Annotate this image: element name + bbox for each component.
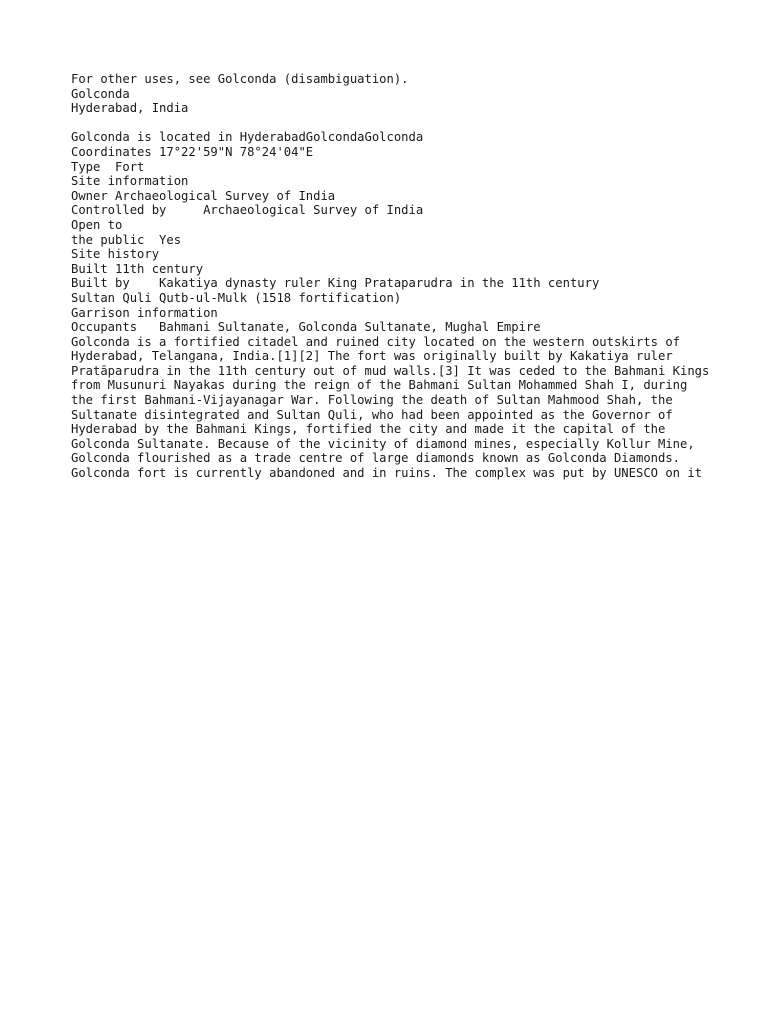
infobox-occupants: Occupants Bahmani Sultanate, Golconda Sultanate, Mughal Empire bbox=[71, 320, 541, 335]
infobox-coordinates: Coordinates 17°22'59"N 78°24'04"E bbox=[71, 144, 314, 159]
infobox-the-public: the public Yes bbox=[71, 232, 182, 247]
body-paragraph: Golconda is a fortified citadel and ruined city located on the western outskirts of Hyderabad, Telangana, India.[1][2] The fort was originally built by Kakatiya ruler Pratāparudra in the 11th century out of mud walls.[3] It was ceded to the Bahmani Kings from Musunuri Nayakas during the reign of the Bahmani Sultan Mohammed Shah I, during the first Bahmani-Vijayanagar War. Following the death of Sultan Mahmood Shah, the Sultanate disintegrated and Sultan Quli, who had been appointed as the Governor of Hyderabad by the Bahmani Kings, fortified the city and made it the capital of the Golconda Sultanate. Because of the vicinity of diamond mines, especially Kollur Mine, Golconda flourished as a trade centre of large diamonds known as Golconda Diamonds. Golconda fort is currently abandoned and in ruins. The complex was put by UNESCO on it bbox=[71, 334, 710, 481]
infobox-controlled-by: Controlled by Archaeological Survey of India bbox=[71, 203, 424, 218]
document-page bbox=[71, 72, 711, 481]
infobox-built: Built 11th century bbox=[71, 261, 204, 276]
infobox-built-by: Built by Kakatiya dynasty ruler King Prataparudra in the 11th century bbox=[71, 276, 600, 291]
infobox-built-by-2: Sultan Quli Qutb-ul-Mulk (1518 fortification) bbox=[71, 290, 402, 305]
spacer bbox=[71, 116, 711, 131]
infobox-open-to: Open to bbox=[71, 217, 123, 232]
infobox-name: Golconda bbox=[71, 86, 130, 101]
infobox-location: Hyderabad, India bbox=[71, 101, 189, 116]
infobox-garrison-header: Garrison information bbox=[71, 305, 218, 320]
infobox-site-history-header: Site history bbox=[71, 247, 160, 262]
infobox-type: Type Fort bbox=[71, 159, 145, 174]
infobox-site-information-header: Site information bbox=[71, 174, 189, 189]
hatnote: For other uses, see Golconda (disambiguation). bbox=[71, 72, 409, 86]
infobox-map-caption: Golconda is located in HyderabadGolcondaGolconda bbox=[71, 130, 424, 145]
infobox-owner: Owner Archaeological Survey of India bbox=[71, 188, 336, 203]
